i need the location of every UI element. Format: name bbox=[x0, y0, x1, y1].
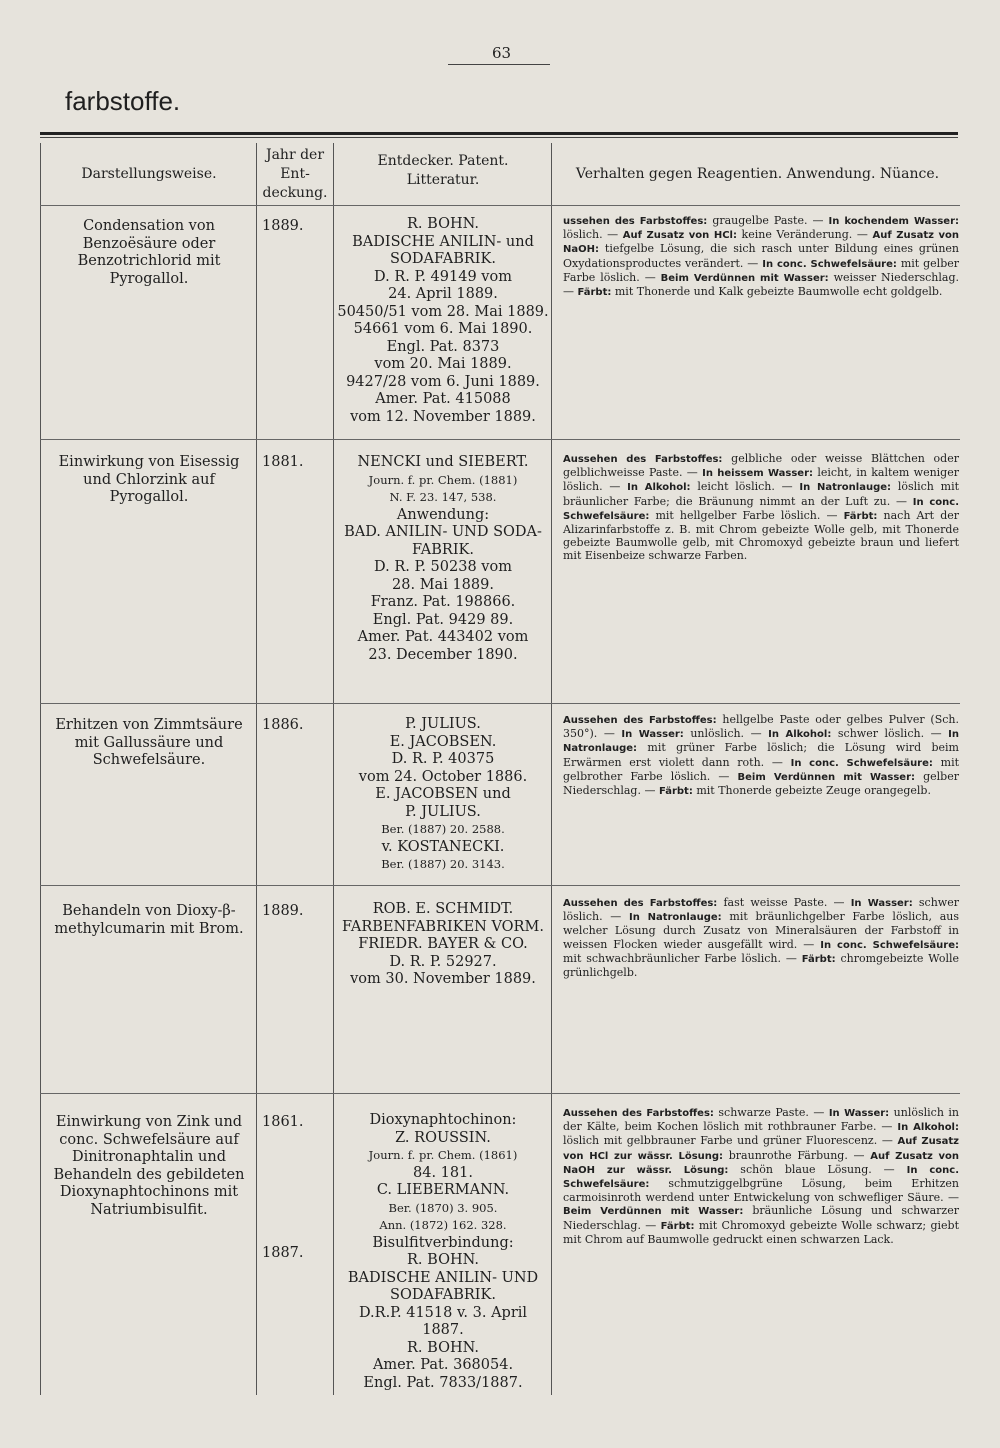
row-separator bbox=[40, 1093, 960, 1094]
discoverer-line: v. KOSTANECKI. bbox=[381, 838, 505, 855]
discoverer-line: FABRIK. bbox=[411, 541, 474, 558]
discoverer-line: 24. April 1889. bbox=[388, 286, 498, 302]
reagent-label: In Alkohol: bbox=[897, 1122, 959, 1134]
discoverer-line: E. JACOBSEN und bbox=[375, 786, 511, 802]
discoverer-line: BADISCHE ANILIN- UND bbox=[347, 1269, 539, 1286]
reagent-result: chromgebeizte Wolle grünlichgelb. bbox=[563, 951, 960, 980]
reagent-result: schwarze Paste. — bbox=[713, 1106, 829, 1119]
discoverer-line: R. BOHN. bbox=[407, 1339, 479, 1356]
column-header-year: Jahr der Ent-deckung. bbox=[262, 147, 328, 201]
reagent-label: Färbt: bbox=[658, 786, 693, 798]
page-heading: farbstoffe. bbox=[65, 86, 181, 116]
reagent-label: Beim Verdünnen mit Wasser: bbox=[563, 1206, 744, 1218]
discoverer-line: N. F. 23. 147, 538. bbox=[389, 490, 497, 504]
reagent-label: In conc. Schwefelsäure: bbox=[762, 258, 897, 270]
table-top-rule bbox=[40, 132, 958, 135]
reagent-label: In Natronlauge: bbox=[563, 729, 959, 755]
row-separator bbox=[40, 703, 960, 704]
reagent-label: In Wasser: bbox=[621, 729, 684, 741]
reagent-result: weisser Niederschlag. — bbox=[563, 270, 960, 299]
discoverer-line: BADISCHE ANILIN- und SODAFABRIK. bbox=[352, 233, 534, 267]
row-1-method: Condensation von Benzoësäure oder Benzotrichlorid mit Pyrogallol. bbox=[77, 218, 221, 287]
discoverer-line: D. R. P. 52927. bbox=[389, 953, 497, 970]
reagent-label: In conc. Schwefelsäure: bbox=[790, 757, 933, 769]
reagent-result: mit Chromoxyd gebeizte Wolle schwarz; giebt mit Chrom auf Baumwolle gedruckt einen schwarzen Lack. bbox=[563, 1218, 959, 1246]
reagent-label: Färbt: bbox=[660, 1220, 695, 1232]
reagent-label: Beim Verdünnen mit Wasser: bbox=[660, 272, 829, 284]
reagent-result: löslich. — bbox=[563, 228, 623, 242]
row-5-behaviour bbox=[563, 1106, 959, 1246]
discoverer-line: C. LIEBERMANN. bbox=[376, 1182, 510, 1198]
discoverer-line: R. BOHN. bbox=[407, 1252, 479, 1268]
discoverer-line: D.R.P. 41518 v. 3. April 1887. bbox=[358, 1304, 528, 1338]
reagent-result: mit hellgelber Farbe löslich. — bbox=[649, 508, 844, 522]
column-header-discoverer: Entdecker. Patent. Litteratur. bbox=[377, 153, 509, 188]
discoverer-line: Bisulfitverbindung: bbox=[372, 1234, 514, 1251]
reagent-result: mit gelbrother Farbe löslich. — bbox=[563, 755, 960, 783]
reagent-label: Auf Zusatz von NaOH zur wässr. Lösung: bbox=[563, 1150, 959, 1176]
row-3-method: Erhitzen von Zimmtsäure mit Gallussäure und Schwefelsäure. bbox=[55, 717, 243, 768]
discoverer-line: R. BOHN. bbox=[407, 216, 479, 232]
reagent-label: Aussehen des Farbstoffes: bbox=[563, 898, 718, 909]
reagent-result: keine Veränderung. — bbox=[736, 228, 873, 242]
discoverer-line: E. JACOBSEN. bbox=[389, 733, 497, 750]
row-1-behaviour bbox=[563, 214, 959, 299]
discoverer-line: P. JULIUS. bbox=[405, 716, 481, 732]
reagent-result: leicht löslich. — bbox=[690, 480, 800, 494]
reagent-result: hellgelbe Paste oder gelbes Pulver (Sch. 350°). — bbox=[563, 713, 959, 741]
discoverer-line: vom 24. October 1886. bbox=[358, 768, 528, 785]
discoverer-line: P. JULIUS. bbox=[405, 803, 481, 820]
table-top-rule-thin bbox=[40, 137, 958, 138]
discoverer-line: Anwendung: bbox=[396, 506, 490, 523]
row-4-method: Behandeln von Dioxy-β-methylcumarin mit Brom. bbox=[54, 903, 244, 937]
discoverer-line: 50450/51 vom 28. Mai 1889. bbox=[337, 303, 549, 320]
column-line bbox=[551, 143, 552, 1395]
discoverer-line: 84. 181. bbox=[413, 1164, 473, 1181]
reagent-label: In conc. Schwefelsäure: bbox=[820, 939, 959, 951]
reagent-label: Aussehen des Farbstoffes: bbox=[563, 1108, 714, 1119]
reagent-label: In conc. Schwefelsäure: bbox=[563, 496, 959, 522]
row-3-behaviour bbox=[563, 713, 959, 798]
discoverer-line: vom 20. Mai 1889. bbox=[374, 356, 512, 372]
discoverer-line: Dioxynaphtochinon: bbox=[369, 1112, 517, 1128]
discoverer-line: Ann. (1872) 162. 328. bbox=[379, 1218, 507, 1232]
discoverer-line: vom 30. November 1889. bbox=[350, 971, 536, 987]
reagent-label: Aussehen des Farbstoffes: bbox=[563, 715, 717, 726]
column-header-behaviour: Verhalten gegen Reagentien. Anwendung. Nüance. bbox=[575, 166, 940, 182]
reagent-result: unlöslich. — bbox=[683, 727, 769, 741]
column-header-method: Darstellungsweise. bbox=[81, 166, 217, 182]
reagent-result: mit Thonerde und Kalk gebeizte Baumwolle echt goldgelb. bbox=[611, 285, 943, 299]
discoverer-line: vom 12. November 1889. bbox=[350, 408, 536, 425]
reagent-result: schwer löslich. — bbox=[563, 896, 959, 924]
reagent-result: mit bräunlichgelber Farbe löslich, aus welcher Lösung durch Zusatz von Mineralsäuren der Farbstoff in weissen Flocken wieder ausgefällt wird. — bbox=[563, 910, 960, 951]
row-3-discoverer bbox=[336, 716, 550, 874]
reagent-label: In Natronlauge: bbox=[629, 912, 722, 924]
reagent-result: löslich mit bräunlicher Farbe; die Bräunung nimmt an der Luft zu. — bbox=[563, 480, 960, 508]
discoverer-line: FARBENFABRIKEN VORM. bbox=[342, 918, 544, 935]
row-5-method: Einwirkung von Zink und conc. Schwefelsäure auf Dinitronaphtalin und Behandeln des gebildeten Dioxynaphtochinons mit Natriumbisulfit. bbox=[53, 1114, 245, 1218]
row-3-year: 1886. bbox=[262, 717, 304, 733]
discoverer-line: SODAFABRIK. bbox=[390, 1287, 496, 1303]
reagent-label: Auf Zusatz von HCl: bbox=[622, 230, 737, 242]
reagent-result: mit schwachbräunlicher Farbe löslich. — bbox=[563, 951, 802, 965]
page-number: 63 bbox=[492, 44, 512, 62]
reagent-label: Färbt: bbox=[577, 287, 612, 299]
discoverer-line: Engl. Pat. 9429 89. bbox=[372, 611, 514, 628]
row-2-behaviour bbox=[563, 452, 959, 563]
discoverer-line: Amer. Pat. 415088 bbox=[375, 391, 511, 407]
row-5-year: 1861. bbox=[262, 1114, 304, 1130]
row-2-discoverer bbox=[336, 454, 550, 664]
discoverer-line: 9427/28 vom 6. Juni 1889. bbox=[346, 373, 540, 390]
row-2-method: Einwirkung von Eisessig und Chlorzink auf Pyrogallol. bbox=[58, 454, 240, 505]
column-line bbox=[40, 143, 41, 1395]
discoverer-line: NENCKI und SIEBERT. bbox=[357, 454, 529, 470]
reagent-label: Auf Zusatz von HCl zur wässr. Lösung: bbox=[563, 1136, 959, 1162]
discoverer-line: Amer. Pat. 443402 vom bbox=[357, 629, 529, 645]
reagent-label: In heissem Wasser: bbox=[702, 468, 814, 480]
discoverer-line: Amer. Pat. 368054. bbox=[372, 1357, 514, 1373]
row-4-discoverer bbox=[336, 901, 550, 989]
reagent-result: unlöslich in der Kälte, beim Kochen löslich mit rothbrauner Farbe. — bbox=[563, 1106, 959, 1134]
discoverer-line: Ber. (1887) 20. 3143. bbox=[381, 857, 505, 871]
reagent-result: graugelbe Paste. — bbox=[707, 214, 829, 227]
discoverer-line: D. R. P. 50238 vom bbox=[374, 559, 512, 575]
discoverer-line: Journ. f. pr. Chem. (1881) bbox=[368, 472, 518, 487]
row-4-behaviour bbox=[563, 896, 959, 979]
reagent-label: In Natronlauge: bbox=[799, 482, 892, 494]
discoverer-line: 54661 vom 6. Mai 1890. bbox=[353, 321, 533, 337]
reagent-label: In Alkohol: bbox=[627, 482, 691, 494]
discoverer-line: Engl. Pat. 7833/1887. bbox=[363, 1374, 523, 1391]
reagent-result: schön blaue Lösung. — bbox=[728, 1162, 907, 1176]
row-1-year: 1889. bbox=[262, 218, 304, 234]
reagent-label: In Wasser: bbox=[850, 898, 913, 909]
reagent-label: Aussehen des Farbstoffes: bbox=[563, 454, 723, 465]
column-line bbox=[256, 143, 257, 1395]
reagent-label: In conc. Schwefelsäure: bbox=[563, 1164, 959, 1191]
row-5-discoverer bbox=[336, 1112, 550, 1392]
reagent-result: mit gelber Farbe löslich. — bbox=[563, 256, 960, 284]
row-2-year: 1881. bbox=[262, 454, 304, 470]
reagent-result: fast weisse Paste. — bbox=[717, 896, 851, 909]
page-number-rule bbox=[448, 64, 550, 65]
reagent-label: In kochendem Wasser: bbox=[828, 216, 960, 227]
reagent-label: Färbt: bbox=[843, 510, 878, 522]
discoverer-line: ROB. E. SCHMIDT. bbox=[372, 901, 514, 917]
discoverer-line: Ber. (1870) 3. 905. bbox=[388, 1200, 498, 1215]
reagent-result: bräunliche Lösung und schwarzer Niederschlag. — bbox=[563, 1204, 959, 1232]
row-separator bbox=[40, 439, 960, 440]
discoverer-line: FRIEDR. BAYER & CO. bbox=[358, 936, 528, 952]
column-line bbox=[333, 143, 334, 1395]
reagent-result: braunrothe Färbung. — bbox=[723, 1148, 871, 1162]
row-separator bbox=[40, 885, 960, 886]
reagent-label: In Wasser: bbox=[828, 1108, 890, 1119]
discoverer-line: Franz. Pat. 198866. bbox=[370, 594, 516, 610]
reagent-result: nach Art der Alizarinfarbstoffe z. B. mit Chrom gebeizte Wolle gelb, mit Thonerde gebeizte Baumwolle gelb, mit Chromoxyd gebeizte braun und liefert mit Eisenbeize schwarze Farben. bbox=[563, 508, 959, 563]
reagent-label: ussehen des Farbstoffes: bbox=[563, 216, 708, 227]
discoverer-line: Journ. f. pr. Chem. (1861) bbox=[368, 1148, 518, 1162]
reagent-label: Beim Verdünnen mit Wasser: bbox=[737, 771, 916, 783]
reagent-result: gelbliche oder weisse Blättchen oder gelblichweisse Paste. — bbox=[563, 452, 959, 480]
row-5-year-2: 1887. bbox=[262, 1245, 304, 1261]
reagent-label: Färbt: bbox=[801, 953, 836, 965]
row-1-discoverer bbox=[336, 216, 550, 426]
row-4-year: 1889. bbox=[262, 903, 304, 919]
discoverer-line: 28. Mai 1889. bbox=[392, 576, 494, 593]
discoverer-line: Ber. (1887) 20. 2588. bbox=[381, 822, 505, 836]
reagent-result: löslich mit gelbbrauner Farbe und grüner Fluorescenz. — bbox=[563, 1134, 898, 1148]
discoverer-line: D. R. P. 49149 vom bbox=[374, 268, 512, 285]
discoverer-line: 23. December 1890. bbox=[368, 646, 518, 663]
reagent-result: mit Thonerde gebeizte Zeuge orangegelb. bbox=[692, 784, 931, 798]
reagent-result: schmutziggelbgrüne Lösung, beim Erhitzen carmoisinroth werdend unter Entwickelung von schwefliger Säure. — bbox=[563, 1177, 959, 1205]
reagent-label: In Alkohol: bbox=[768, 729, 832, 741]
discoverer-line: BAD. ANILIN- UND SODA- bbox=[344, 524, 542, 540]
discoverer-line: Z. ROUSSIN. bbox=[395, 1129, 491, 1146]
reagent-result: tiefgelbe Lösung, die sich rasch unter Bildung eines grünen Oxydationsproductes verändert. — bbox=[563, 242, 959, 270]
discoverer-line: Engl. Pat. 8373 bbox=[386, 338, 500, 355]
reagent-result: leicht, in kaltem weniger löslich. — bbox=[563, 466, 959, 494]
reagent-label: Auf Zusatz von NaOH: bbox=[563, 230, 959, 256]
reagent-result: schwer löslich. — bbox=[831, 727, 949, 741]
header-bottom-rule bbox=[40, 205, 960, 206]
reagent-result: mit grüner Farbe löslich; die Lösung wird beim Erwärmen erst violett dann roth. — bbox=[563, 741, 959, 769]
reagent-result: gelber Niederschlag. — bbox=[563, 769, 959, 798]
discoverer-line: D. R. P. 40375 bbox=[391, 751, 495, 767]
